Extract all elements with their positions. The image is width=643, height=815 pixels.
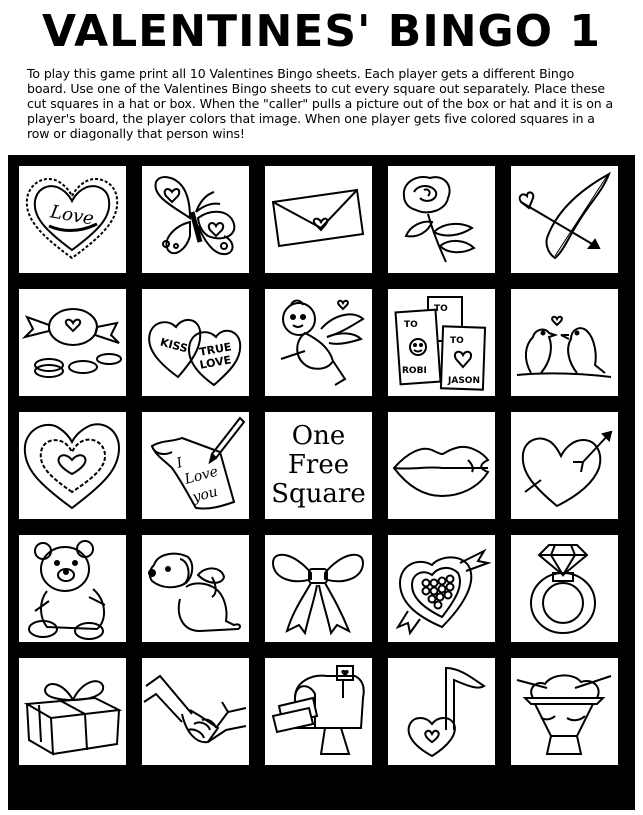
bingo-square-butterfly bbox=[139, 163, 252, 276]
bingo-square-puppy bbox=[139, 532, 252, 645]
bingo-square-bow-and-arrow bbox=[508, 163, 621, 276]
bingo-square-chocolate-box bbox=[385, 532, 498, 645]
bingo-square-mailbox bbox=[262, 655, 375, 768]
gift-box-icon bbox=[19, 658, 126, 765]
puppy-icon bbox=[142, 535, 249, 642]
love-text: Love bbox=[48, 201, 96, 230]
card-to-label-3: TO bbox=[450, 336, 464, 346]
candy-hearts-icon bbox=[142, 289, 249, 396]
bingo-square-lovebirds bbox=[508, 286, 621, 399]
bow-and-arrow-icon bbox=[511, 166, 618, 273]
bingo-square-wrapped-candy bbox=[16, 286, 129, 399]
bingo-square-diamond-ring bbox=[508, 532, 621, 645]
lips-icon bbox=[388, 412, 495, 519]
bingo-square-love-heart bbox=[16, 163, 129, 276]
note-i-text: I bbox=[174, 454, 185, 472]
holding-hands-icon bbox=[142, 658, 249, 765]
bingo-square-gift-box bbox=[16, 655, 129, 768]
card-robi-label: ROBI bbox=[402, 366, 427, 376]
bingo-square-teddy-bear bbox=[16, 532, 129, 645]
love-heart-icon bbox=[19, 166, 126, 273]
butterfly-icon bbox=[142, 166, 249, 273]
diamond-ring-icon bbox=[511, 535, 618, 642]
card-to-label-1: TO bbox=[434, 304, 448, 314]
true-text: TRUE bbox=[198, 340, 233, 359]
bingo-square-cupid bbox=[262, 286, 375, 399]
love-note-icon bbox=[142, 412, 249, 519]
music-note-icon bbox=[388, 658, 495, 765]
free-square-line-1: One bbox=[291, 421, 346, 451]
cupid-icon bbox=[265, 289, 372, 396]
bingo-square-envelope bbox=[262, 163, 375, 276]
valentine-cards-icon bbox=[388, 289, 495, 396]
bingo-square-rose bbox=[385, 163, 498, 276]
bingo-board bbox=[8, 155, 635, 810]
chocolate-box-icon bbox=[388, 535, 495, 642]
bingo-square-music-note bbox=[385, 655, 498, 768]
lovebirds-icon bbox=[511, 289, 618, 396]
heart-arrow-icon bbox=[511, 412, 618, 519]
bingo-square-lace-heart bbox=[16, 409, 129, 522]
page-title: VALENTINES' BINGO 1 bbox=[42, 6, 601, 57]
note-love-text: Love bbox=[182, 463, 220, 488]
card-jason-label: JASON bbox=[448, 376, 480, 386]
bingo-square-ribbon-bow bbox=[262, 532, 375, 645]
bingo-square-holding-hands bbox=[139, 655, 252, 768]
rose-icon bbox=[388, 166, 495, 273]
envelope-icon bbox=[265, 166, 372, 273]
mailbox-icon bbox=[265, 658, 372, 765]
lace-heart-icon bbox=[19, 412, 126, 519]
bingo-square-milkshake bbox=[508, 655, 621, 768]
ribbon-bow-icon bbox=[265, 535, 372, 642]
bingo-square-lips bbox=[385, 409, 498, 522]
free-square bbox=[262, 409, 375, 522]
milkshake-icon bbox=[511, 658, 618, 765]
love-candy-text: LOVE bbox=[198, 353, 233, 372]
teddy-bear-icon bbox=[19, 535, 126, 642]
kiss-text: KISS bbox=[158, 335, 190, 356]
instructions: To play this game print all 10 Valentines Bingo sheets. Each player gets a different Bingo board. Use one of the Valentines Bingo sheets to cut every square out separately. Place these cut squares in a hat or box. When the "caller" pulls a picture out of the box or hat and it is on a player's board, the player colors that image. When one player gets five colored squares in a row or diagonally that person wins! bbox=[27, 66, 614, 141]
wrapped-candy-icon bbox=[19, 289, 126, 396]
card-to-label-2: TO bbox=[404, 320, 418, 330]
free-square-line-2: Free bbox=[287, 450, 350, 480]
bingo-square-heart-arrow bbox=[508, 409, 621, 522]
bingo-square-candy-hearts bbox=[139, 286, 252, 399]
bingo-square-love-note bbox=[139, 409, 252, 522]
note-you-text: you bbox=[190, 483, 220, 506]
free-square-line-3: Square bbox=[271, 479, 366, 509]
bingo-square-valentine-cards bbox=[385, 286, 498, 399]
